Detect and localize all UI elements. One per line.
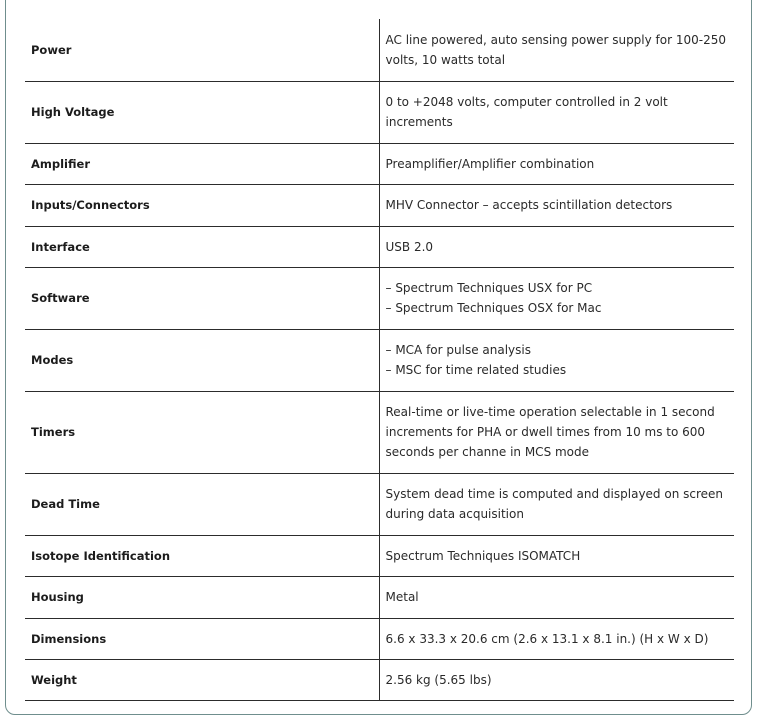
spec-row: [25, 576, 734, 618]
spec-value: [379, 391, 734, 473]
spec-value-line: USB 2.0: [385, 239, 434, 254]
spec-value: [379, 226, 734, 267]
spec-row: [25, 267, 734, 329]
spec-value: [379, 618, 734, 659]
spec-label: Software: [25, 267, 379, 329]
spec-value: [379, 184, 734, 226]
spec-row: [25, 143, 734, 184]
spec-value-line: – Spectrum Techniques OSX for Mac: [385, 301, 602, 315]
spec-value: [379, 81, 734, 143]
spec-value: [379, 329, 734, 391]
spec-label: Interface: [25, 226, 379, 267]
spec-label: Isotope Identification: [25, 535, 379, 576]
spec-label: Dead Time: [25, 473, 379, 535]
spec-value-line: – Spectrum Techniques USX for PC: [385, 281, 593, 295]
spec-row: [25, 391, 734, 473]
spec-value-line: Real-time or live-time operation selectable in 1 second: [385, 405, 715, 419]
spec-value-line: – MCA for pulse analysis: [385, 343, 531, 357]
spec-label: Weight: [25, 659, 379, 700]
spec-value: [379, 535, 734, 576]
specifications-table-body: [25, 19, 734, 700]
spec-row: [25, 184, 734, 226]
spec-value-line: System dead time is computed and displayed on screen: [385, 487, 724, 501]
spec-value-line: during data acquisition: [385, 507, 524, 521]
spec-row: [25, 473, 734, 535]
spec-value-line: increments: [385, 115, 453, 129]
spec-value: [379, 659, 734, 700]
spec-row: [25, 81, 734, 143]
spec-label: Dimensions: [25, 618, 379, 659]
spec-value: [379, 576, 734, 618]
spec-value-line: Preamplifier/Amplifier combination: [385, 156, 595, 171]
spec-label: Housing: [25, 576, 379, 618]
spec-value-line: 6.6 x 33.3 x 20.6 cm (2.6 x 13.1 x 8.1 in.) (H x W x D): [385, 631, 709, 646]
spec-row: [25, 659, 734, 700]
spec-value-line: Metal: [385, 590, 419, 604]
spec-value-line: Spectrum Techniques ISOMATCH: [385, 548, 581, 563]
spec-value-line: – MSC for time related studies: [385, 363, 567, 377]
spec-row: [25, 329, 734, 391]
spec-row: [25, 226, 734, 267]
spec-value: [379, 143, 734, 184]
spec-value-line: increments for PHA or dwell times from 10 ms to 600: [385, 425, 706, 439]
specifications-table: [25, 19, 734, 701]
spec-label: Power: [25, 19, 379, 81]
spec-value-line: MHV Connector – accepts scintillation detectors: [385, 198, 673, 212]
spec-value-line: AC line powered, auto sensing power supply for 100-250: [385, 32, 726, 47]
spec-label: Modes: [25, 329, 379, 391]
spec-row: [25, 19, 734, 81]
spec-value-line: 0 to +2048 volts, computer controlled in 2 volt: [385, 95, 668, 109]
spec-value: [379, 267, 734, 329]
spec-label: Inputs/Connectors: [25, 184, 379, 226]
spec-value-line: seconds per channe in MCS mode: [385, 445, 590, 459]
spec-value-line: volts, 10 watts total: [385, 52, 506, 67]
spec-row: [25, 618, 734, 659]
spec-row: [25, 535, 734, 576]
spec-value: [379, 19, 734, 81]
spec-label: High Voltage: [25, 81, 379, 143]
spec-value-line: 2.56 kg (5.65 lbs): [385, 672, 492, 687]
spec-label: Amplifier: [25, 143, 379, 184]
spec-value: [379, 473, 734, 535]
spec-label: Timers: [25, 391, 379, 473]
